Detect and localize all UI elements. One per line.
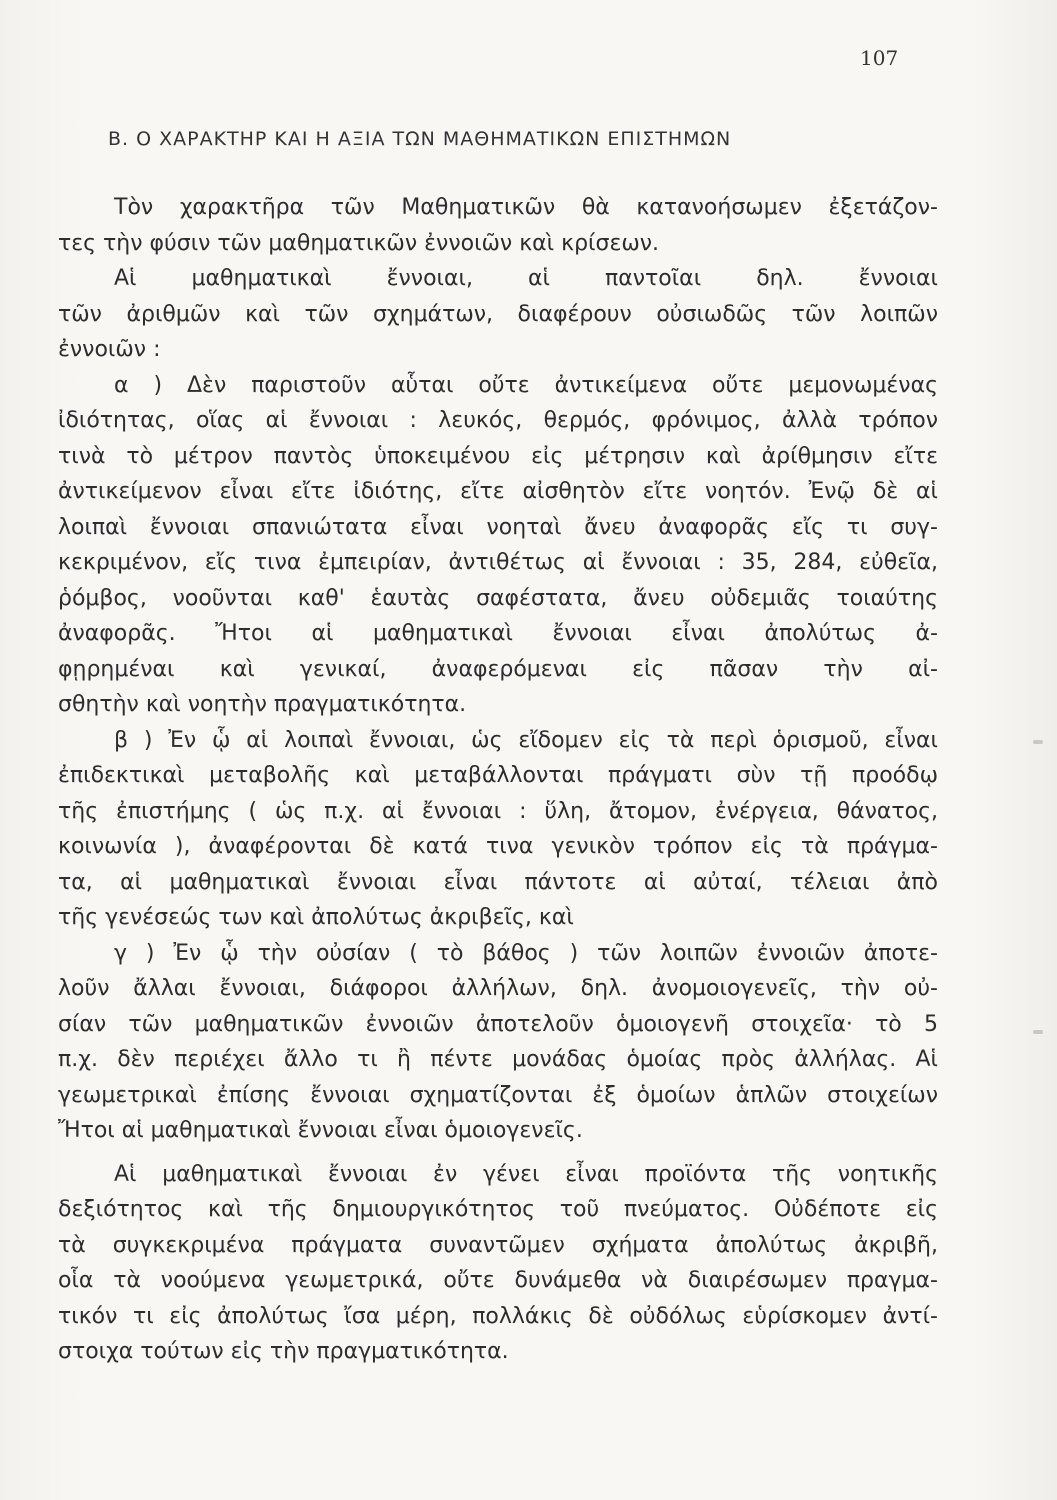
text-line: στοιχα τούτων εἰς τὴν πραγματικότητα.	[58, 1339, 509, 1364]
margin-mark	[1033, 740, 1043, 744]
text-line: τὰ συγκεκριμένα πράγματα συναντῶμεν σχήματα ἀπολύτως ἀκριβῆ,	[58, 1232, 938, 1258]
text-line: φῃρημέναι καὶ γενικαί, ἀναφερόμεναι εἰς πᾶσαν τὴν αἰ-	[58, 656, 938, 682]
text-line: ἀναφορᾶς. Ἤτοι αἱ μαθηματικαὶ ἔννοιαι εἶναι ἀπολύτως ἀ-	[58, 621, 938, 646]
text-line: ἐννοιῶν :	[58, 337, 161, 362]
text-line: Τὸν χαρακτῆρα τῶν Μαθηματικῶν θὰ κατανοήσωμεν ἐξετάζον-	[114, 195, 938, 220]
text-line: λοῦν ἄλλαι ἔννοιαι, διάφοροι ἀλλήλων, δηλ. ἀνομοιογενεῖς, τὴν οὐ-	[58, 976, 938, 1001]
text-line: Ἤτοι αἱ μαθηματικαὶ ἔννοιαι εἶναι ὁμοιογενεῖς.	[58, 1118, 583, 1143]
text-line: τα, αἱ μαθηματικαὶ ἔννοιαι εἶναι πάντοτε αἱ αὐταί, τέλειαι ἀπὸ	[58, 869, 938, 895]
text-line: ἐπιδεκτικαὶ μεταβολῆς καὶ μεταβάλλονται πράγματι σὺν τῇ προόδῳ	[58, 763, 938, 788]
text-line: τῆς γενέσεώς των καὶ ἀπολύτως ἀκριβεῖς, καὶ	[58, 905, 574, 930]
text-line: Αἱ μαθηματικαὶ ἔννοιαι ἐν γένει εἶναι προϊόντα τῆς νοητικῆς	[114, 1161, 938, 1187]
text-line: λοιπαὶ ἔννοιαι σπανιώτατα εἶναι νοηταὶ ἄνευ ἀναφορᾶς εἴς τι συγ-	[58, 514, 938, 540]
text-line: γ ) Ἐν ᾧ τὴν οὐσίαν ( τὸ βάθος ) τῶν λοιπῶν ἐννοιῶν ἀποτε-	[114, 940, 938, 966]
text-line: δεξιότητος καὶ τῆς δημιουργικότητος τοῦ πνεύματος. Οὐδέποτε εἰς	[58, 1197, 938, 1222]
text-line: κοινωνία ), ἀναφέρονται δὲ κατά τινα γενικὸν τρόπον εἰς τὰ πράγμα-	[58, 834, 938, 859]
text-line: οἷα τὰ νοούμενα γεωμετρικά, οὔτε δυνάμεθα νὰ διαιρέσωμεν πραγμα-	[58, 1268, 938, 1293]
text-line: κεκριμένον, εἴς τινα ἐμπειρίαν, ἀντιθέτως αἱ ἔννοιαι : 35, 284, εὐθεῖα,	[58, 550, 938, 575]
text-line: γεωμετρικαὶ ἐπίσης ἔννοιαι σχηματίζονται ἐξ ὁμοίων ἁπλῶν στοιχείων	[58, 1082, 938, 1108]
text-line: π.χ. δὲν περιέχει ἄλλο τι ἢ πέντε μονάδας ὁμοίας πρὸς ἀλλήλας. Αἱ	[58, 1047, 938, 1072]
body-text	[58, 190, 938, 1370]
text-line: σθητὴν καὶ νοητὴν πραγματικότητα.	[58, 692, 467, 717]
paragraph-gap	[58, 1149, 938, 1157]
page-number: 107	[860, 46, 899, 70]
text-line: τῶν ἀριθμῶν καὶ τῶν σχημάτων, διαφέρουν οὐσιωδῶς τῶν λοιπῶν	[58, 301, 938, 327]
margin-mark	[1033, 1030, 1043, 1034]
text-line: τικόν τι εἰς ἀπολύτως ἴσα μέρη, πολλάκις δὲ οὐδόλως εὑρίσκομεν ἀντί-	[58, 1303, 938, 1329]
text-line: β ) Ἐν ᾧ αἱ λοιπαὶ ἔννοιαι, ὡς εἴδομεν εἰς τὰ περὶ ὁρισμοῦ, εἶναι	[114, 727, 938, 753]
text-line: τῆς ἐπιστήμης ( ὡς π.χ. αἱ ἔννοιαι : ὕλη, ἄτομον, ἐνέργεια, θάνατος,	[58, 798, 938, 824]
text-line: τες τὴν φύσιν τῶν μαθηματικῶν ἐννοιῶν καὶ κρίσεων.	[58, 230, 660, 256]
text-line: ῥόμβος, νοοῦνται καθ' ἑαυτὰς σαφέστατα, ἄνευ οὐδεμιᾶς τοιαύτης	[58, 585, 938, 611]
text-line: ἀντικείμενον εἶναι εἴτε ἰδιότης, εἴτε αἰσθητὸν εἴτε νοητόν. Ἐνῷ δὲ αἱ	[58, 479, 938, 504]
text-line: ἰδιότητας, οἵας αἱ ἔννοιαι : λευκός, θερμός, φρόνιμος, ἀλλὰ τρόπον	[58, 408, 938, 433]
text-line: σίαν τῶν μαθηματικῶν ἐννοιῶν ἀποτελοῦν ὁμοιογενῆ στοιχεῖα· τὸ 5	[58, 1011, 938, 1037]
text-line: Αἱ μαθηματικαὶ ἔννοιαι, αἱ παντοῖαι δηλ. ἔννοιαι	[114, 266, 938, 291]
text-line: τινὰ τὸ μέτρον παντὸς ὑποκειμένου εἰς μέτρησιν καὶ ἀρίθμησιν εἴτε	[58, 443, 938, 469]
section-heading: Β. Ο ΧΑΡΑΚΤΗΡ ΚΑΙ Η ΑΞΙΑ ΤΩΝ ΜΑΘΗΜΑΤΙΚΩΝ ΕΠΙΣΤΗΜΩΝ	[108, 128, 732, 150]
text-line: α ) Δὲν παριστοῦν αὗται οὔτε ἀντικείμενα οὔτε μεμονωμένας	[114, 372, 938, 398]
